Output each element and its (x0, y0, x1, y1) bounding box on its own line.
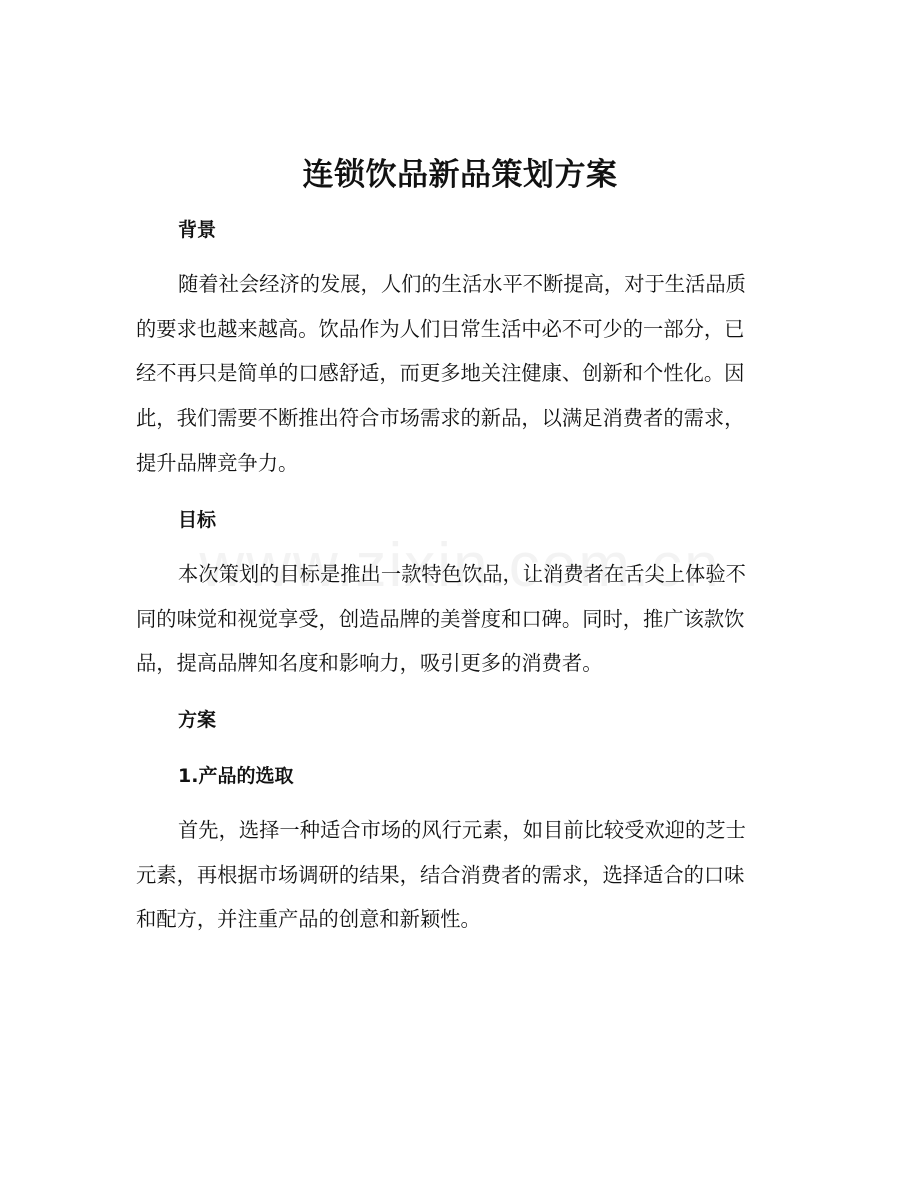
paragraph-line: 随着社会经济的发展，人们的生活水平不断提高，对于生活品质 (178, 272, 746, 296)
paragraph-line: 品，提高品牌知名度和影响力，吸引更多的消费者。 (136, 651, 603, 676)
paragraph-line: 提升品牌竞争力。 (136, 450, 299, 475)
paragraph-background (136, 262, 784, 486)
paragraph-line: 和配方，并注重产品的创意和新颖性。 (136, 907, 481, 932)
paragraph-line: 经不再只是简单的口感舒适，而更多地关注健康、创新和个性化。因 (136, 361, 745, 386)
page-title: 连锁饮品新品策划方案 (302, 157, 618, 193)
paragraph-goal (136, 552, 784, 686)
paragraph-product-selection (136, 808, 784, 942)
paragraph-line: 本次策划的目标是推出一款特色饮品，让消费者在舌尖上体验不 (178, 562, 746, 586)
paragraph-line: 元素，再根据市场调研的结果，结合消费者的需求，选择适合的口味 (136, 862, 745, 887)
paragraph-line: 的要求也越来越高。饮品作为人们日常生活中必不可少的一部分，已 (136, 316, 745, 341)
paragraph-line: 首先，选择一种适合市场的风行元素，如目前比较受欢迎的芝士 (178, 818, 746, 842)
section-heading-goal: 目标 (178, 509, 217, 531)
section-heading-plan: 方案 (178, 709, 217, 731)
subheading-product-selection: 1.产品的选取 (178, 765, 294, 787)
section-heading-background: 背景 (178, 219, 217, 241)
paragraph-line: 此，我们需要不断推出符合市场需求的新品，以满足消费者的需求， (136, 406, 745, 431)
paragraph-line: 同的味觉和视觉享受，创造品牌的美誉度和口碑。同时，推广该款饮 (136, 606, 745, 631)
